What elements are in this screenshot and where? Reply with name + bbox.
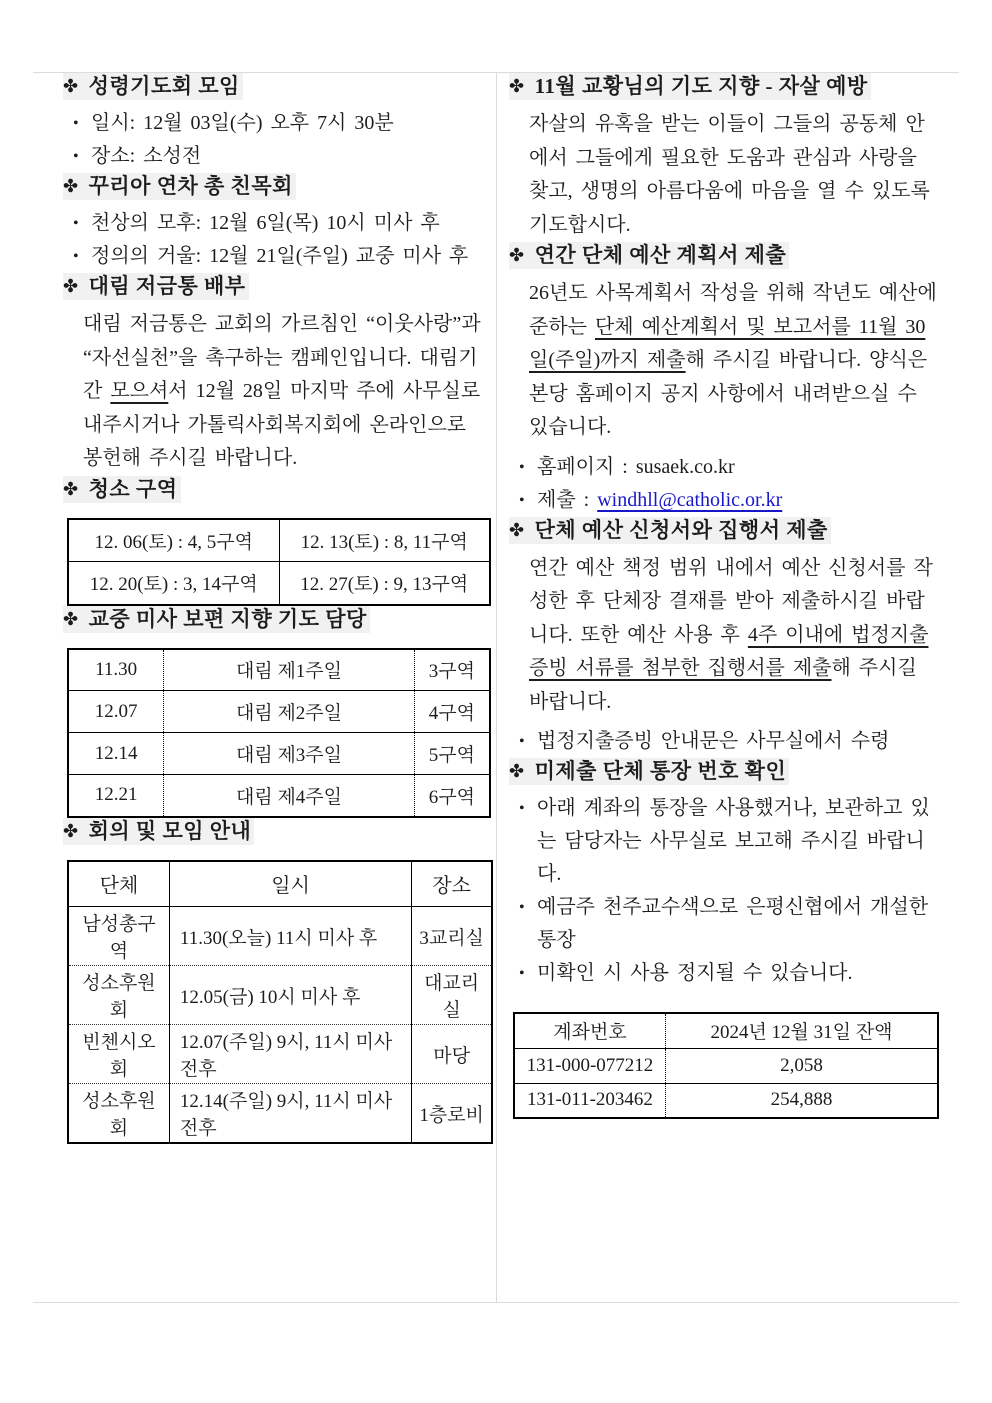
- section-paragraph: [63, 308, 488, 476]
- meeting-schedule-table: [67, 860, 493, 1145]
- list-item: • 천상의 모후: 12월 6일(목) 10시 미사 후: [63, 207, 488, 240]
- table-cell: 5구역: [414, 733, 490, 775]
- balance-cell: 2,058: [665, 1048, 938, 1083]
- table-cell: 대교리실: [412, 966, 492, 1025]
- paragraph-text: 연간 예산 책정 범위 내에서 예산 신청서를 작성한 후 단체장 결재를 받아 제출하시길 바랍니다. 또한 예산 사용 후: [529, 556, 933, 646]
- cross-icon: ✤: [63, 478, 79, 500]
- section-title: [509, 73, 939, 101]
- bulletin-two-column-layout: [33, 72, 959, 1303]
- table-cell: 1층로비: [412, 1084, 492, 1144]
- section-budget-request-execution-submission: [509, 517, 939, 759]
- section-title: [63, 476, 488, 504]
- submit-label: 제출 :: [537, 488, 598, 511]
- section-advent-coin-bank: [63, 273, 488, 476]
- table-cell: 대림 제4주일: [164, 775, 415, 817]
- paragraph-text: 해 주시길 바랍니다.: [529, 657, 917, 713]
- table-row: [514, 1048, 938, 1083]
- table-cell: 12. 27(토) : 9, 13구역: [279, 562, 490, 605]
- list-item: • 예금주 천주교수색으로 은평신협에서 개설한 통장: [509, 891, 939, 957]
- paragraph-text: 대림 저금통은 교회의 가르침인 “이웃사랑”과 “자선실천”을 촉구하는 캠페인입니다. 대림기간: [83, 313, 481, 402]
- section-unsubmitted-bankbook-check: [509, 758, 939, 1119]
- table-cell: 성소후원회: [68, 1084, 169, 1144]
- table-row: [68, 1025, 492, 1084]
- table-row: [68, 966, 492, 1025]
- table-cell: 3구역: [414, 649, 490, 691]
- section-title: [63, 818, 488, 846]
- section-meeting-guide: [63, 818, 488, 1145]
- detail-list: [63, 207, 488, 273]
- list-item: • 미확인 시 사용 정지될 수 있습니다.: [509, 957, 939, 990]
- paragraph-text: 자살의 유혹을 받는 이들이 그들의 공동체 안에서 그들에게 필요한 도움과 관심과 사랑을 찾고, 생명의 아름다움에 마음을 열 수 있도록 기도합시다.: [529, 113, 930, 236]
- cross-icon: ✤: [509, 76, 525, 97]
- detail-list: [63, 107, 488, 173]
- paragraph-text: 서 12월 28일 마지막 주에 사무실로 내주시거나 가톨릭사회복지회에 온라인으로 봉헌해 주시길 바랍니다.: [83, 380, 481, 469]
- underlined-text: 4주 이내에 법정지출증빙 서류를 첨부한 집행서를 제출: [529, 623, 929, 679]
- table-header-row: [514, 1013, 938, 1048]
- detail-list: [509, 792, 939, 990]
- table-cell: 12.05(금) 10시 미사 후: [169, 966, 411, 1025]
- section-title: [63, 73, 488, 101]
- cross-icon: ✤: [63, 608, 79, 630]
- section-title-text: 회의 및 모임 안내: [88, 818, 252, 843]
- table-row: [514, 1083, 938, 1118]
- table-cell: 12.14(주일) 9시, 11시 미사 전후: [169, 1084, 411, 1144]
- table-row: [68, 691, 490, 733]
- underlined-text: 모으셔: [110, 380, 169, 402]
- section-mass-universal-prayer-duty: [63, 606, 488, 818]
- section-title-text: 꾸리아 연차 총 친목회: [88, 174, 293, 198]
- table-cell: 대림 제1주일: [164, 649, 415, 691]
- table-cell: 대림 제3주일: [164, 733, 415, 775]
- table-cell: 4구역: [414, 691, 490, 733]
- table-row: [68, 907, 492, 966]
- table-row: [68, 733, 490, 775]
- table-cell: 6구역: [414, 775, 490, 817]
- table-cell: 12. 06(토) : 4, 5구역: [68, 519, 279, 562]
- underlined-text: 단체 예산계획서 및 보고서를 11월 30일(주일)까지 제출: [529, 315, 926, 371]
- cross-icon: ✤: [509, 761, 525, 782]
- section-title: [63, 273, 488, 301]
- table-cell: 남성총구역: [68, 907, 169, 966]
- table-cell: 12. 20(토) : 3, 14구역: [68, 562, 279, 605]
- table-row: [68, 775, 490, 817]
- list-item: • 일시: 12월 03일(수) 오후 7시 30분: [63, 107, 488, 140]
- section-title-text: 청소 구역: [88, 476, 178, 501]
- column-header: 계좌번호: [514, 1013, 665, 1048]
- right-column: [497, 73, 959, 1302]
- list-item-homepage: [509, 451, 939, 484]
- table-cell: 12.07: [68, 691, 164, 733]
- table-cell: 빈첸시오회: [68, 1025, 169, 1084]
- section-paragraph: [509, 108, 939, 242]
- paragraph-text: 해 주시길 바랍니다. 양식은 본당 홈페이지 공지 사항에서 내려받으실 수 있습니다.: [529, 349, 928, 438]
- section-title: [63, 606, 488, 634]
- list-item: • 정의의 거울: 12월 21일(주일) 교중 미사 후: [63, 240, 488, 273]
- table-cell: 11.30: [68, 649, 164, 691]
- list-item: • 장소: 소성전: [63, 140, 488, 173]
- account-number-cell: 131-000-077212: [514, 1048, 665, 1083]
- account-table: [513, 1012, 939, 1119]
- table-cell: 11.30(오늘) 11시 미사 후: [169, 907, 411, 966]
- prayer-assignment-table: [67, 648, 491, 818]
- list-item: • 법정지출증빙 안내문은 사무실에서 수령: [509, 725, 939, 758]
- section-title-text: 대림 저금통 배부: [88, 274, 246, 298]
- cross-icon: ✤: [63, 276, 79, 297]
- section-curia-annual-gathering: [63, 173, 488, 273]
- section-title: [509, 242, 939, 270]
- list-item-submit: [509, 484, 939, 517]
- table-row: [68, 519, 490, 562]
- cross-icon: ✤: [63, 176, 79, 197]
- table-header-row: [68, 861, 492, 907]
- table-cell: 12.21: [68, 775, 164, 817]
- column-header: 단체: [68, 861, 169, 907]
- homepage-label: 홈페이지 :: [537, 455, 636, 478]
- section-paragraph: [509, 552, 939, 720]
- table-cell: 12.14: [68, 733, 164, 775]
- table-row: [68, 562, 490, 605]
- left-column: [33, 73, 497, 1302]
- section-pope-prayer-intention: [509, 73, 939, 242]
- section-holy-spirit-prayer-meeting: [63, 73, 488, 173]
- balance-cell: 254,888: [665, 1083, 938, 1118]
- cross-icon: ✤: [63, 76, 79, 97]
- table-cell: 성소후원회: [68, 966, 169, 1025]
- homepage-url: susaek.co.kr: [635, 455, 735, 478]
- section-title-text: 교중 미사 보편 지향 기도 담당: [88, 606, 367, 631]
- table-row: [68, 1084, 492, 1144]
- section-title-text: 단체 예산 신청서와 집행서 제출: [534, 517, 828, 542]
- section-title-text: 11월 교황님의 기도 지향 - 자살 예방: [534, 74, 868, 98]
- table-row: [68, 649, 490, 691]
- section-title-text: 미제출 단체 통장 번호 확인: [534, 759, 787, 783]
- section-annual-budget-plan-submission: [509, 242, 939, 517]
- list-item: • 아래 계좌의 통장을 사용했거나, 보관하고 있는 담당자는 사무실로 보고해 주시길 바랍니다.: [509, 792, 939, 891]
- cleaning-schedule-table: [67, 518, 491, 606]
- section-title: [63, 173, 488, 201]
- table-cell: 3교리실: [412, 907, 492, 966]
- paragraph-text: 26년도 사목계획서 작성을 위해 작년도 예산에 준하는: [529, 282, 937, 338]
- column-header: 장소: [412, 861, 492, 907]
- section-paragraph: [509, 277, 939, 445]
- section-title: [509, 758, 939, 786]
- cross-icon: ✤: [509, 245, 525, 266]
- section-cleaning-zones: [63, 476, 488, 606]
- detail-list: [509, 725, 939, 758]
- column-header: 2024년 12월 31일 잔액: [665, 1013, 938, 1048]
- cross-icon: ✤: [509, 519, 525, 541]
- column-header: 일시: [169, 861, 411, 907]
- cross-icon: ✤: [63, 820, 79, 842]
- detail-list: [509, 451, 939, 517]
- table-cell: 12. 13(토) : 8, 11구역: [279, 519, 490, 562]
- section-title-text: 성령기도회 모임: [88, 74, 240, 98]
- account-number-cell: 131-011-203462: [514, 1083, 665, 1118]
- email-link[interactable]: windhll@catholic.or.kr: [597, 488, 783, 511]
- section-title: [509, 517, 939, 545]
- table-cell: 대림 제2주일: [164, 691, 415, 733]
- table-cell: 마당: [412, 1025, 492, 1084]
- section-title-text: 연간 단체 예산 계획서 제출: [534, 243, 787, 267]
- table-cell: 12.07(주일) 9시, 11시 미사 전후: [169, 1025, 411, 1084]
